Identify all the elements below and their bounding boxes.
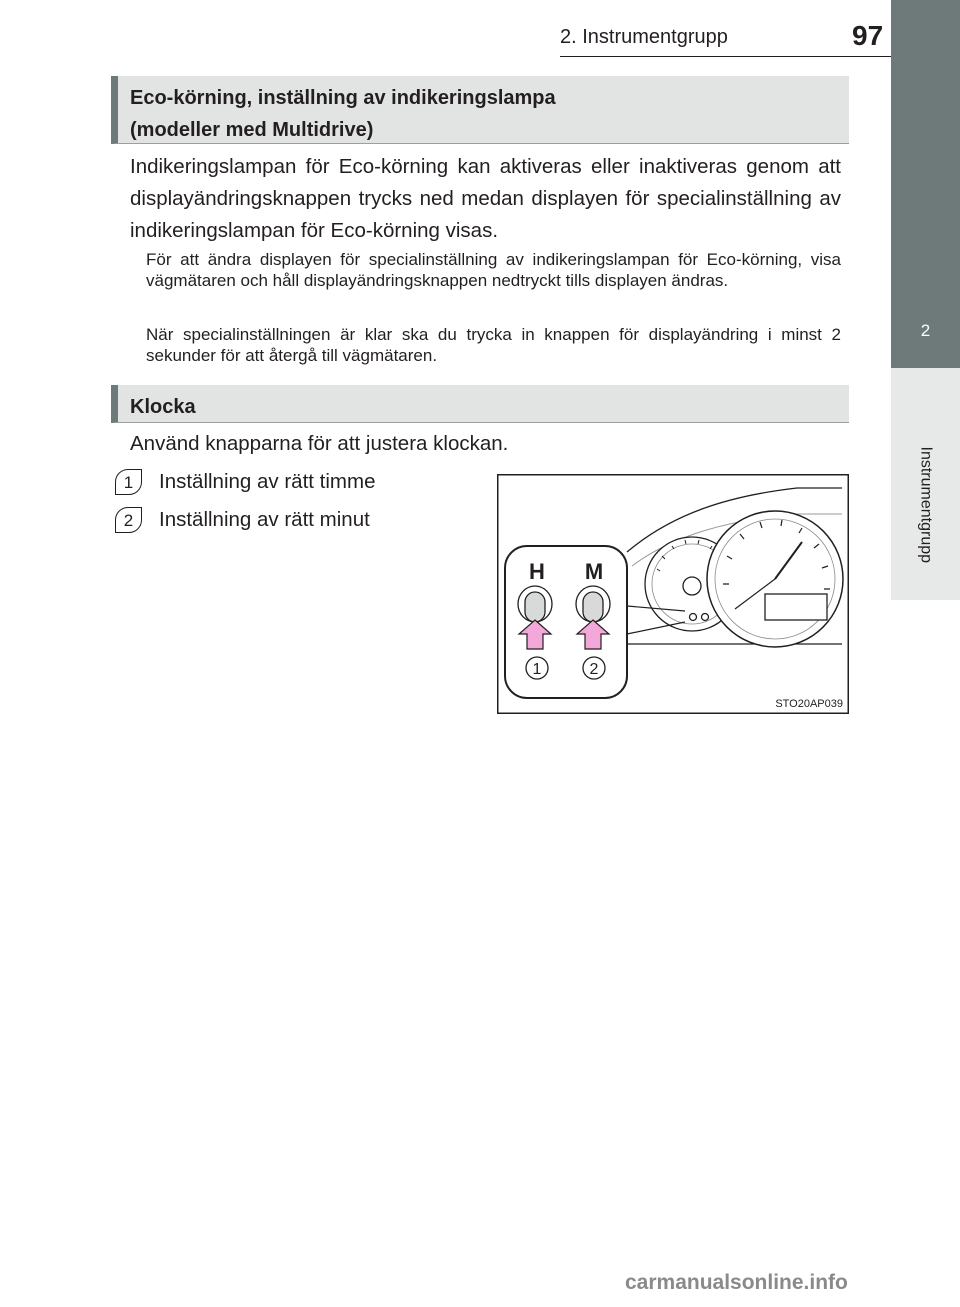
instrument-cluster-drawing <box>497 474 849 714</box>
eco-body-text: Indikeringslampan för Eco-körning kan aktiveras eller inaktiveras genom att displayändringsknappen trycks ned medan displayen för specialinställning av indikeringslampan för Eco-körning visas. <box>130 155 841 242</box>
figure-code: STO20AP039 <box>775 698 843 710</box>
eco-note-1: För att ändra displayen för specialinställning av indikeringslampan för Eco-körning, visa vägmätaren och håll displayändringsknappen nedtryckt tills displayen ändras. <box>146 250 841 290</box>
list-item-text: Inställning av rätt minut <box>159 508 370 531</box>
callout-2: 2 <box>589 661 599 678</box>
clock-section-heading <box>111 385 849 423</box>
header-divider <box>560 56 892 57</box>
clock-body-text: Använd knapparna för att justera klockan. <box>130 432 509 455</box>
side-tab-chapter-number: 2 <box>891 293 960 368</box>
clock-adjust-illustration <box>497 474 849 714</box>
minute-button-label: M <box>584 559 604 584</box>
list-item-text: Inställning av rätt timme <box>159 470 376 493</box>
hour-button-label: H <box>529 559 545 584</box>
side-tab-top <box>891 0 960 293</box>
chapter-title: 2. Instrumentgrupp <box>560 26 728 48</box>
eco-section-heading <box>111 76 849 144</box>
eco-heading-line1: Eco-körning, inställning av indikeringslampa <box>130 87 556 109</box>
eco-note-2: När specialinställningen är klar ska du trycka in knappen för displayändring i minst 2 sekunder för att återgå till vägmätaren. <box>146 325 841 365</box>
side-tab-chapter-label: Instrumentgrupp <box>917 446 935 564</box>
step-number-badge: 1 <box>115 469 142 495</box>
footer-watermark: carmanualsonline.info <box>625 1271 848 1294</box>
callout-1: 1 <box>532 661 542 678</box>
page-number: 97 <box>852 20 884 51</box>
eco-heading-line2: (modeller med Multidrive) <box>130 119 374 141</box>
clock-heading: Klocka <box>130 396 196 418</box>
step-number-badge: 2 <box>115 507 142 533</box>
